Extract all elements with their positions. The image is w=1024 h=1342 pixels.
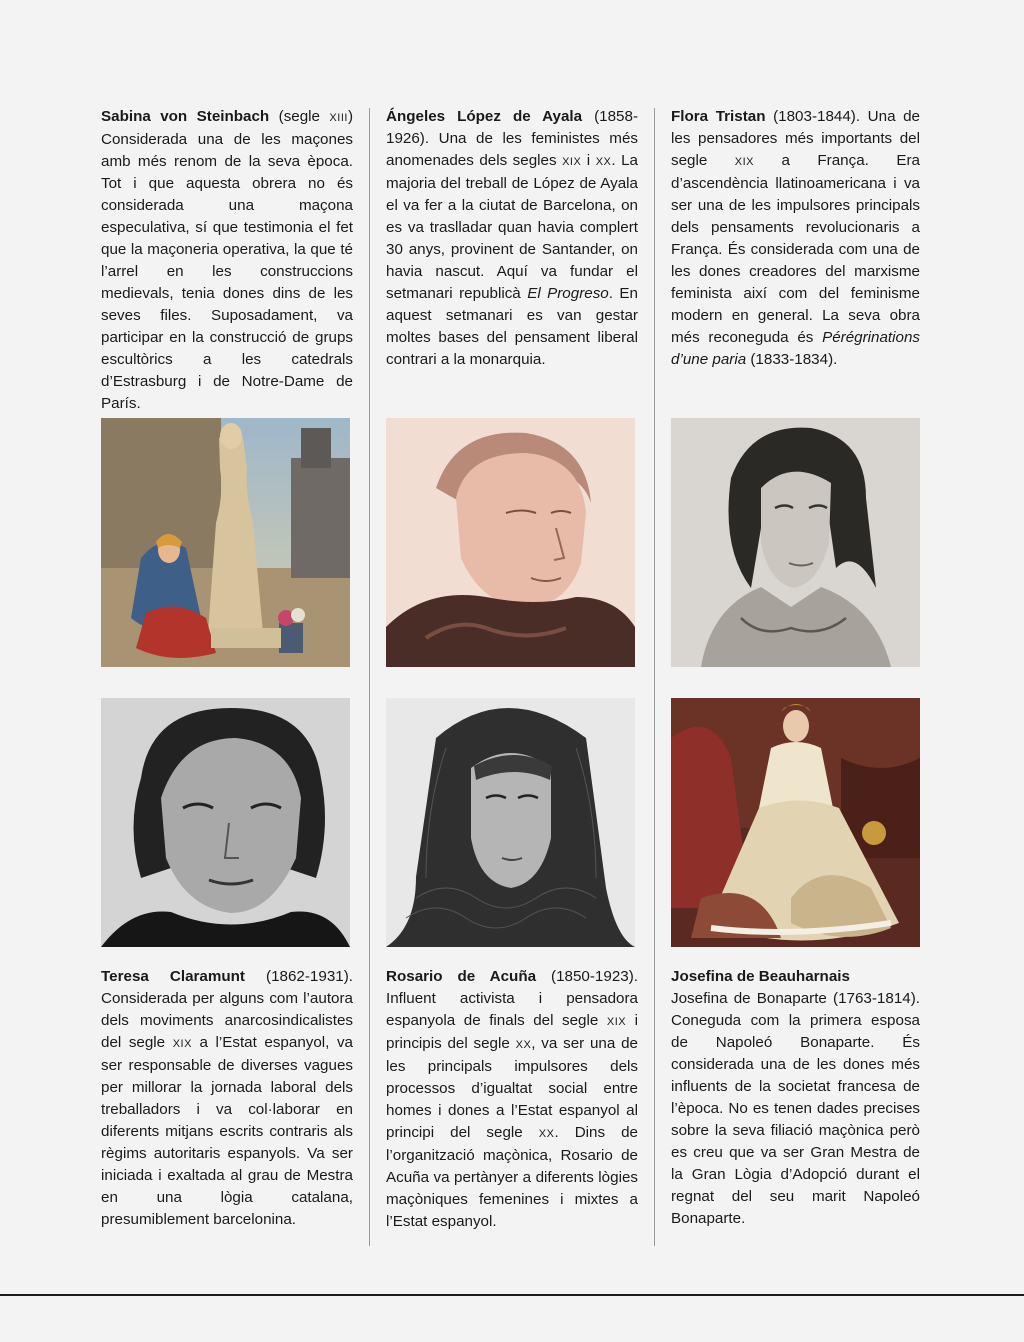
bio-name: Flora Tristan: [671, 108, 766, 125]
bio-flora-tristan: Flora Tristan (1803-1844). Una de les pensadores més importants del segle XIX a França. Era d’ascendència llatinoamericana i va ser una de les impulsores principals dels pensaments revolucionaris a França. És considerada com una de les dones creadores del marxisme feminista així com del feminisme modern en general. La seva obra més reconeguda és Pérégrinations d’une paria (1833-1834).: [671, 108, 920, 368]
portrait-angeles-lopez-de-ayala: [386, 418, 635, 667]
portrait-josefina-de-beauharnais: [671, 698, 920, 947]
bio-text: Influent activista i pensadora espanyola de finals del segle: [386, 990, 638, 1029]
bio-text: Considerada per alguns com l’autora dels moviments anarcosindicalistes del segle: [101, 990, 353, 1051]
bio-text: Josefina de Bonaparte (1763-1814). Coneguda com la primera esposa de Napoleó Bonaparte. És considerada una de les dones més influents de la societat francesa de l’època. No es tenen dades precises sobre la seva filiació maçònica però es creu que va ser Gran Mestra de la Gran Lògia d’Adopció durant el regnat del seu marit Napoleó Bonaparte.: [671, 990, 920, 1227]
bio-text: Una de les pensadores més importants del segle: [671, 108, 920, 169]
portrait-flora-tristan: [671, 418, 920, 667]
portrait-rosario-de-acuna: [386, 698, 635, 947]
bio-sabina-von-steinbach: Sabina von Steinbach (segle XIII) Considerada una de les maçones amb més renom de la seva època. Tot i que aquesta obrera no és considerada una maçona especulativa, sí que testimonia el fet que la maçoneria operativa, la que té l’arrel en les construccions medievals, tenia dones dins de les seves files. Suposadament, va participar en la construcció de grups escultòrics a les catedrals d’Estrasburg i de Notre-Dame de París.: [101, 108, 353, 412]
bio-name: Ángeles López de Ayala: [386, 108, 583, 125]
column-divider: [369, 108, 370, 1246]
book-title: Pérégrinations d’une paria: [671, 329, 920, 368]
publication-title: El Progreso: [527, 285, 609, 302]
bio-name: Josefina de Beauharnais: [671, 968, 850, 985]
bottom-rule: [0, 1294, 1024, 1296]
portrait-sabina-painting: [101, 418, 350, 667]
column-divider: [654, 108, 655, 1246]
bio-text: Considerada una de les maçones amb més renom de la seva època. Tot i que aquesta obrera no és considerada una maçona especulativa, sí que testimonia el fet que la maçoneria operativa, la que té l’arrel en les construccions medievals, tenia dones dins de les seves files. Suposadament, va participar en la construcció de grups escultòrics a les catedrals d’Estrasburg i de Notre-Dame de París.: [101, 131, 353, 412]
bio-teresa-claramunt: Teresa Claramunt (1862-1931). Considerada per alguns com l’autora dels moviments anarcosindicalistes del segle XIX a l’Estat espanyol, va ser responsable de diverses vagues per millorar la jornada laboral dels treballadors i va col·laborar en diferents mitjans escrits contraris als règims autoritaris espanyols. Va ser iniciada i exaltada al grau de Mestra en una lògia catalana, presumiblement barcelonina.: [101, 968, 353, 1228]
bio-josefina-de-beauharnais: [671, 966, 920, 1230]
bio-name: Sabina von Steinbach: [101, 108, 270, 125]
bio-name: Rosario de Acuña: [386, 968, 537, 985]
bio-angeles-lopez-de-ayala: Ángeles López de Ayala (1858-1926). Una de les feministes més anomenades dels segles XIX i XX. La majoria del treball de López de Ayala el va fer a la ciutat de Barcelona, on es va traslladar quan havia complert 30 anys, provinent de Santander, on havia nascut. Aquí va fundar el setmanari republicà El Progreso. En aquest setmanari es van gestar moltes bases del pensament liberal contrari a la monarquia.: [386, 108, 638, 368]
bio-rosario-de-acuna: Rosario de Acuña (1850-1923). Influent activista i pensadora espanyola de finals del segle XIX i principis del segle XX, va ser una de les principals impulsores dels processos d’igualtat social entre homes i dones a l’Estat espanyol al principi del segle XX. Dins de l’organització maçònica, Rosario de Acuña va pertànyer a diferents lògies maçòniques femenines i mixtes a l’Estat espanyol.: [386, 968, 639, 1230]
bio-name: Teresa Claramunt: [101, 968, 245, 985]
portrait-teresa-claramunt: [101, 698, 350, 947]
bio-text: Una de les feministes més anomenades dels segles: [386, 130, 638, 169]
